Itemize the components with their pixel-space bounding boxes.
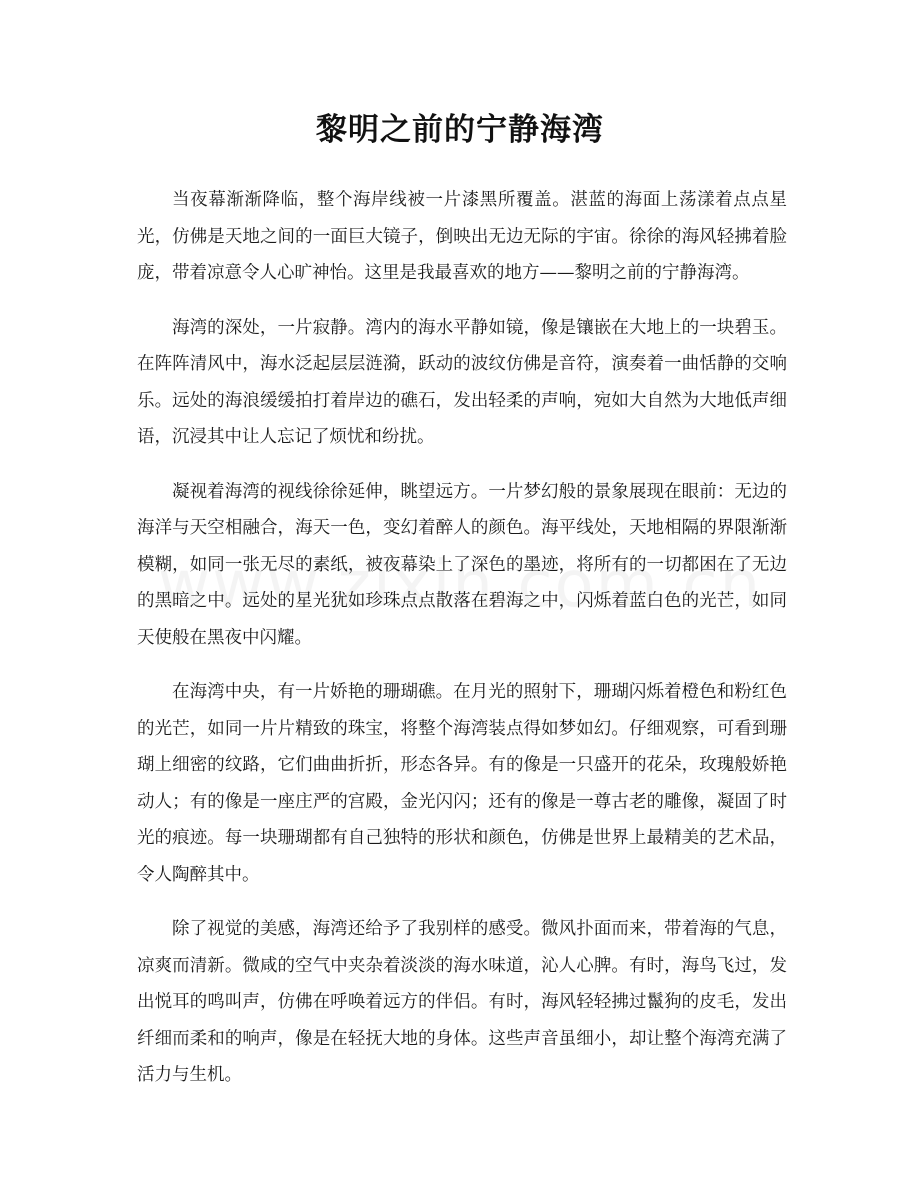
paragraph-5: 除了视觉的美感，海湾还给予了我别样的感受。微风扑面而来，带着海的气息，凉爽而清新。微咸的空气中夹杂着淡淡的海水味道，沁人心脾。有时，海鸟飞过，发出悦耳的鸣叫声，仿佛在呼唤着远方的伴侣。有时，海风轻轻拂过鬣狗的皮毛，发出纤细而柔和的响声，像是在轻抚大地的身体。这些声音虽细小，却让整个海湾充满了活力与生机。 [137, 919, 787, 1085]
paragraph-1: 当夜幕渐渐降临，整个海岸线被一片漆黑所覆盖。湛蓝的海面上荡漾着点点星光，仿佛是天地之间的一面巨大镜子，倒映出无边无际的宇宙。徐徐的海风轻拂着脸庞，带着凉意令人心旷神怡。这里是我最喜欢的地方——黎明之前的宁静海湾。 [137, 190, 787, 283]
paragraph-4: 在海湾中央，有一片娇艳的珊瑚礁。在月光的照射下，珊瑚闪烁着橙色和粉红色的光芒，如同一片片精致的珠宝，将整个海湾装点得如梦如幻。仔细观察，可看到珊瑚上细密的纹路，它们曲曲折折，形态各异。有的像是一只盛开的花朵，玫瑰般娇艳动人；有的像是一座庄严的宫殿，金光闪闪；还有的像是一尊古老的雕像，凝固了时光的痕迹。每一块珊瑚都有自己独特的形状和颜色，仿佛是世界上最精美的艺术品，令人陶醉其中。 [137, 682, 787, 885]
paragraph-3: 凝视着海湾的视线徐徐延伸，眺望远方。一片梦幻般的景象展现在眼前：无边的海洋与天空相融合，海天一色，变幻着醉人的颜色。海平线处，天地相隔的界限渐渐模糊，如同一张无尽的素纸，被夜幕染上了深色的墨迹，将所有的一切都困在了无边的黑暗之中。远处的星光犹如珍珠点点散落在碧海之中，闪烁着蓝白色的光芒，如同天使般在黑夜中闪耀。 [137, 481, 787, 648]
document-body [137, 182, 787, 1112]
paragraph-2: 海湾的深处，一片寂静。湾内的海水平静如镜，像是镶嵌在大地上的一块碧玉。在阵阵清风中，海水泛起层层涟漪，跃动的波纹仿佛是音符，演奏着一曲恬静的交响乐。远处的海浪缓缓拍打着岸边的礁石，发出轻柔的声响，宛如大自然为大地低声细语，沉浸其中让人忘记了烦忧和纷扰。 [137, 317, 787, 447]
document-title: 黎明之前的宁静海湾 [316, 112, 604, 148]
